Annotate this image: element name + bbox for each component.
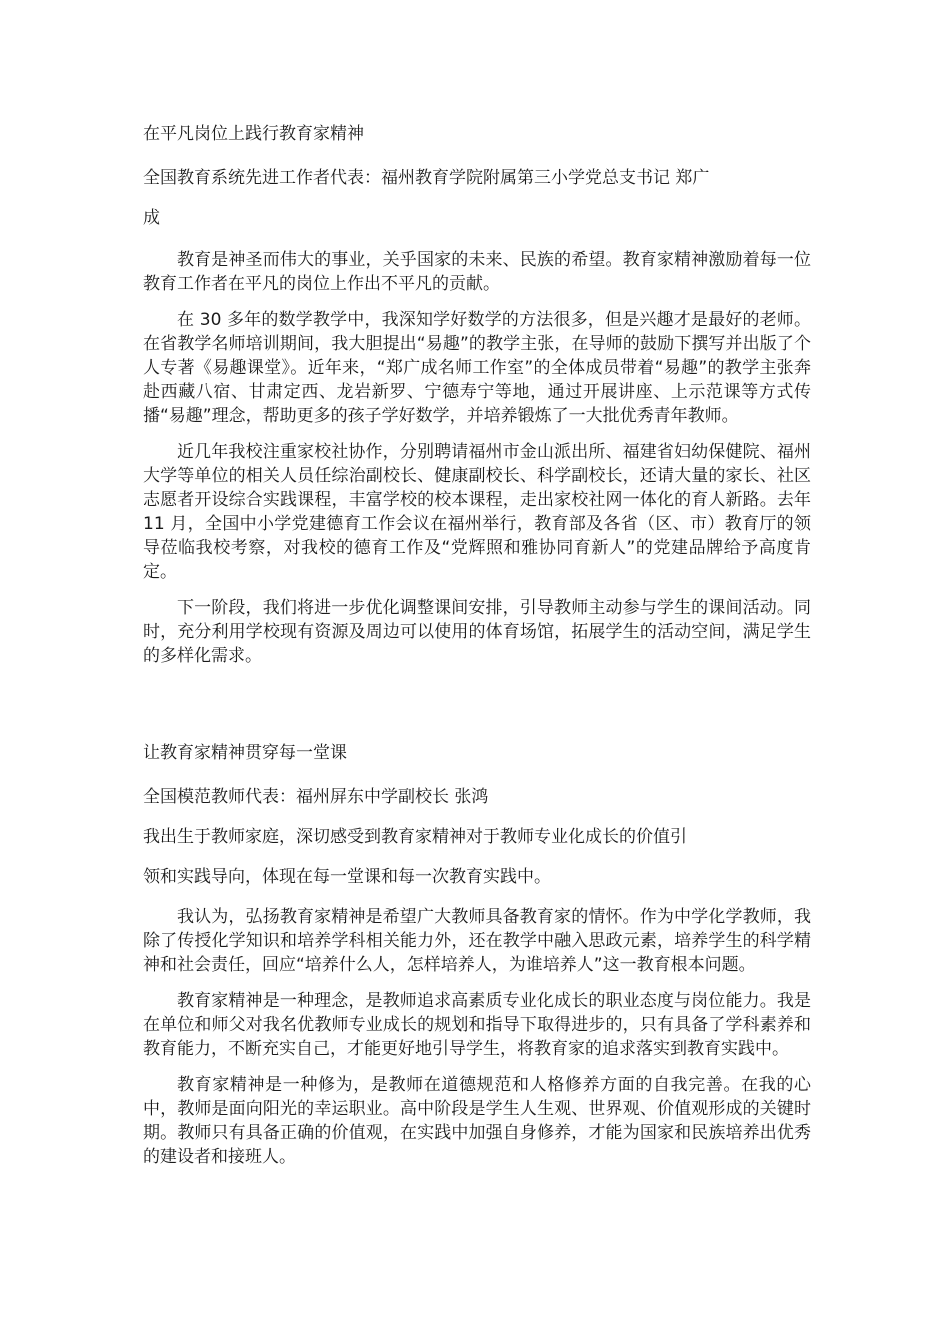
section-1-paragraph: 近几年我校注重家校社协作，分别聘请福州市金山派出所、福建省妇幼保健院、福州大学等单位的相关人员任综治副校长、健康副校长、科学副校长，还请大量的家长、社区志愿者开设综合实践课程，丰富学校的校本课程，走出家校社网一体化的育人新路。去年 11 月，全国中小学党建德育工作会议在福州举行，教育部及各省（区、市）教育厅的领导莅临我校考察，对我校的德育工作及“党辉照和雅协同育新人”的党建品牌给予高度肯定。 bbox=[143, 442, 811, 582]
article-section-2 bbox=[143, 739, 811, 1169]
section-1-byline-line-1: 全国教育系统先进工作者代表：福州教育学院附属第三小学党总支书记 郑广 bbox=[143, 168, 710, 188]
article-section-1 bbox=[143, 120, 811, 668]
section-1-title: 在平凡岗位上践行教育家精神 bbox=[143, 124, 364, 144]
section-1-paragraph: 在 30 多年的数学教学中，我深知学好数学的方法很多，但是兴趣才是最好的老师。在省教学名师培训期间，我大胆提出“易趣”的教学主张，在导师的鼓励下撰写并出版了个人专著《易趣课堂》。近年来，“郑广成名师工作室”的全体成员带着“易趣”的教学主张奔赴西藏八宿、甘肃定西、龙岩新罗、宁德寿宁等地，通过开展讲座、上示范课等方式传播“易趣”理念，帮助更多的孩子学好数学，并培养锻炼了一大批优秀青年教师。 bbox=[143, 310, 811, 426]
section-2-title: 让教育家精神贯穿每一堂课 bbox=[143, 743, 347, 763]
section-1-byline-line-2: 成 bbox=[143, 208, 160, 228]
section-2-paragraph: 教育家精神是一种理念，是教师追求高素质专业化成长的职业态度与岗位能力。我是在单位和师父对我名优教师专业成长的规划和指导下取得进步的，只有具备了学科素养和教育能力，不断充实自己，才能更好地引导学生，将教育家的追求落实到教育实践中。 bbox=[143, 991, 811, 1059]
section-1-paragraph: 教育是神圣而伟大的事业，关乎国家的未来、民族的希望。教育家精神激励着每一位教育工作者在平凡的岗位上作出不平凡的贡献。 bbox=[143, 250, 811, 294]
section-2-intro-line-1: 我出生于教师家庭，深切感受到教育家精神对于教师专业化成长的价值引 bbox=[143, 827, 687, 847]
section-2-paragraph: 教育家精神是一种修为，是教师在道德规范和人格修养方面的自我完善。在我的心中，教师是面向阳光的幸运职业。高中阶段是学生人生观、世界观、价值观形成的关键时期。教师只有具备正确的价值观，在实践中加强自身修养，才能为国家和民族培养出优秀的建设者和接班人。 bbox=[143, 1075, 811, 1167]
section-2-byline: 全国模范教师代表：福州屏东中学副校长 张鸿 bbox=[143, 787, 489, 807]
section-1-paragraph: 下一阶段，我们将进一步优化调整课间安排，引导教师主动参与学生的课间活动。同时，充分利用学校现有资源及周边可以使用的体育场馆，拓展学生的活动空间，满足学生的多样化需求。 bbox=[143, 598, 811, 666]
section-1-byline bbox=[143, 158, 811, 238]
section-2-paragraph: 我认为，弘扬教育家精神是希望广大教师具备教育家的情怀。作为中学化学教师，我除了传授化学知识和培养学科相关能力外，还在教学中融入思政元素，培养学生的科学精神和社会责任，回应“培养什么人，怎样培养人，为谁培养人”这一教育根本问题。 bbox=[143, 907, 811, 975]
section-2-intro-line-2: 领和实践导向，体现在每一堂课和每一次教育实践中。 bbox=[143, 867, 551, 887]
